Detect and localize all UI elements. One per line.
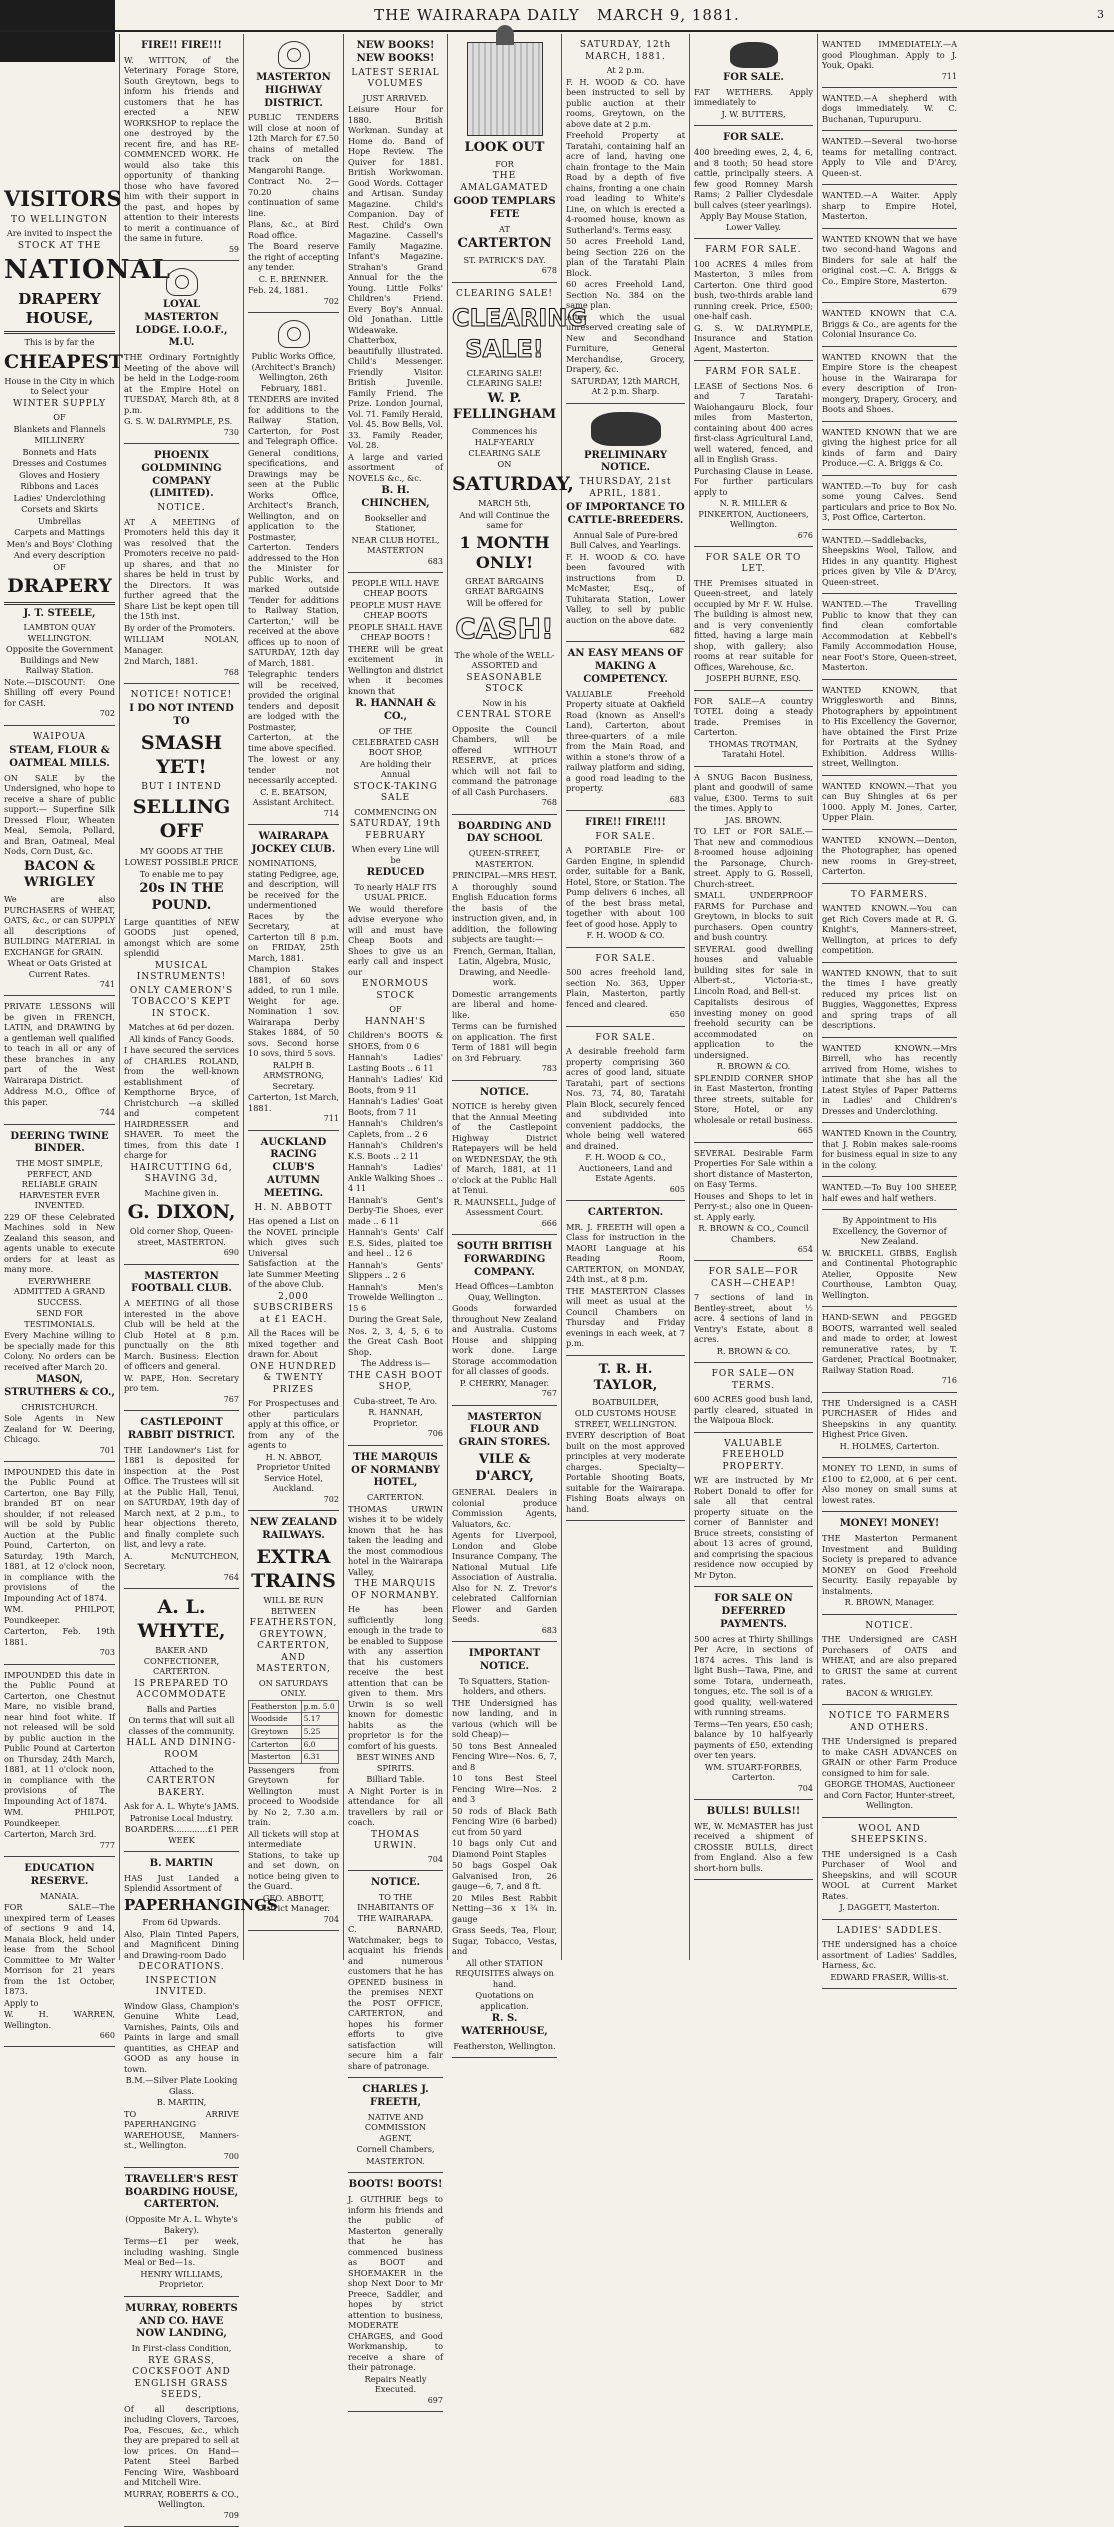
railways-ad: NEW ZEALAND RAILWAYS. EXTRA TRAINS WILL BE RUN BETWEEN FEATHERSTON, GREYTOWN, CARTERTON, AND MASTERTON, ON SATURDAYS ONLY. Featherston p.m. 5.0 Woodside 5.17 Greytown 5.25 Carterton 6.0 Masterton 6.31 Passengers from Greytown for Wellington must proceed to Woodside by No 2, 7.30 a.m. train. All tickets will stop at intermediate Stations, to take up and set down, on notice being given to the Guard. GEO. ABBOTT, District Manager. 704 — [248, 1511, 339, 1931]
maori-class-ad: CARTERTON. MR. J. FREETH will open a Class for instruction in the MAORI Language at his Reading Room, CARTERTON, on MONDAY, 24th inst., at 8 p.m. THE MASTERTON Classes will meet as usual at the Council Chambers on Thursday and Friday evenings in each week, at 7 p.m. — [566, 1201, 685, 1356]
train-timetable: Featherston p.m. 5.0 Woodside 5.17 Greytown 5.25 Carterton 6.0 Masterton 6.31 — [248, 1700, 339, 1764]
wanted-column — [822, 34, 957, 1989]
wanted-ad-13: WANTED KNOWN.—That you can Buy Shingles at 6s per 1000. Apply M. Jones, Carter, Upper Plain. — [822, 776, 957, 830]
competency-ad: AN EASY MEANS OF MAKING A COMPETENCY. VALUABLE Freehold Property situate at Oakfield Road (known as Ansell's Land), Carterton, about three-quarters of a mile from the Main Road, and within a stone's throw of a railway platform and siding, a good road leading to the property. 683 — [566, 642, 685, 811]
wanted-ad-1: WANTED IMMEDIATELY.—A good Ploughman. Apply to J. Youk, Opaki. 711 — [822, 34, 957, 88]
south-british-forwarding-ad: SOUTH BRITISH FORWARDING COMPANY. Head Offices—Lambton Quay, Wellington. Goods forwarded throughout New Zealand and Australia. Customs House and shipping work done. Large Storage accommodation for all classes of goods. P. CHERRY, Manager. 767 — [452, 1235, 557, 1406]
wanted-ad-9: WANTED.—To buy for cash some young Calves. Send particulars and price to Box No. 3, Post Office, Carterton. — [822, 476, 957, 530]
boarding-school-ad: BOARDING AND DAY SCHOOL QUEEN-STREET, MASTERTON. PRINCIPAL—MRS HEST. A thoroughly sound English Education forms the basis of the instruction given, and, in addition, the following subjects are taught:— French, German, Italian, Latin, Algebra, Music, Drawing, and Needle-work. Domestic arrangements are liberal and home-like. Terms can be furnished on application. The first Term of 1881 will begin on 3rd February. 783 — [452, 815, 557, 1081]
desirable-farms-ad: SEVERAL Desirable Farm Properties For Sale within a short distance of Masterton, on Easy Terms. Houses and Shops to let in Perry-st.; also one in Queen-st. Apply early. R. BROWN & CO., Council Chambers. 654 — [694, 1143, 813, 1262]
hotel-sale-ad: FOR SALE—A country TOTEL doing a steady trade. Premises in Carterton. THOMAS TROTMAN, Taratahi Hotel. — [694, 691, 813, 767]
column-7 — [690, 34, 818, 1960]
travellers-rest-ad: TRAVELLER'S REST BOARDING HOUSE, CARTERTON. (Opposite Mr A. L. Whyte's Bakery). Terms—£1 per week, including washing. Single Meal or Bed—1s. HENRY WILLIAMS, Proprietor. — [124, 2168, 239, 2297]
column-2 — [120, 34, 278, 2520]
loyal-lodge-ad: LOYAL MASTERTON LODGE. I.O.O.F., M.U. THE Ordinary Fortnightly Meeting of the above will be held in the Lodge-room at the Empire Hotel on TUESDAY, March 8th, at 8 p.m. G. S. W. DALRYMPLE, P.S. 730 — [124, 261, 239, 444]
money-lend-ad: MONEY TO LEND, in sums of £100 to £2,000, at 6 per cent. Also money on small sums at lowest rates. — [822, 1458, 957, 1512]
auckland-racing-ad: AUCKLAND RACING CLUB'S AUTUMN MEETING. H. N. ABBOTT Has opened a List on the NOVEL principle which gives such Universal Satisfaction at the late Summer Meeting of the above Club. 2,000 SUBSCRIBERS at £1 EACH. All the Races will be mixed together and drawn for. About ONE HUNDRED & TWENTY PRIZES For Prospectuses and other particulars apply at this office, or from any of the agents to H. N. ABBOT, Proprietor United Service Hotel, Auckland. 702 — [248, 1131, 339, 1511]
castlepoint-notice-ad: NOTICE. NOTICE is hereby given that the Annual Meeting of the Castlepoint Highway District Ratepayers will be held on WEDNESDAY, the 9th of March, 1881, at 11 o'clock at the Public Hall at Tenui. R. MAUNSELL, Judge of Assessment Court. 666 — [452, 1081, 557, 1236]
money-money-ad: MONEY! MONEY! THE Masterton Permanent Investment and Building Society is prepared to advance MONEY on Good Freehold Security. Easily repayable by instalments. R. BROWN, Manager. — [822, 1512, 957, 1614]
column-4 — [344, 34, 448, 2405]
wanted-ad-2: WANTED.—A shepherd with dogs immediately. W. C. Buchanan, Tupurupuru. — [822, 88, 957, 132]
impounded-ad-2: IMPOUNDED this date in the Public Pound at Carterton, one Chestnut Mare, no visible brand, near hind foot white. If not released will be sold by public auction in the Public Pound at Carterton on Thursday, 24th March, 1881, at 11 o'clock noon, in compliance with the provisions of The Impounding Act of 1874. WM. PHILPOT, Poundkeeper. Carterton, March 3rd. 777 — [4, 1665, 115, 1857]
deferred-payments-ad: FOR SALE ON DEFERRED PAYMENTS. 500 acres at Thirty Shillings Per Acre, in sections of 1874 acres. This land is light Bush—Tawa, Pine, and some Totara, underneath, tongues, etc. The soil is of a good quality, well-watered with running streams. Terms—Ten years, £50 cash; balance by 10 half-yearly payments of £50, extending over ten years. WM. STUART-FORBES, Carterton. 704 — [694, 1587, 813, 1800]
to-farmers-ad: TO FARMERS. WANTED KNOWN.—You can get Rich Covers made at R. G. Knight's, Manners-street, Wellington, at prices to defy competition. — [822, 884, 957, 963]
wanted-ad-15: WANTED KNOWN, that to suit the times I have greatly reduced my prices list on Buggies, Waggonettes, Express and spring traps of all descriptions. — [822, 963, 957, 1038]
public-works-ad: Public Works Office, (Architect's Branch) Wellington, 26th February, 1881. TENDERS are invited for additions to the Railway Station, Carterton, for Post and Telegraph Office. General conditions, specifications, and Drawings may be seen at the Public Works Office, Architect's Branch, Wellington, and on application to the Postmaster, Carterton. Tenders addressed to the Hon the Minister for Public Works, and marked outside 'Tender for additions to Railway Station, Carterton,' will be received at the above offices up to noon of SATURDAY, 12th day of March, 1881. Telegraphic tenders will be received, provided the original tenders and deposit are lodged with the Postmaster, Carterton, at the time above specified. The lowest or any tender not necessarily accepted. C. E. BEATSON, Assistant Architect. 714 — [248, 313, 339, 825]
bulls-ad: BULLS! BULLS!! WE, W. McMASTER has just received a shipment of CROSSIE BULLS, direct from England. Also a few short-horn bulls. — [694, 1800, 813, 1880]
fat-wethers-ad: FOR SALE. FAT WETHERS. Apply immediately to J. W. BUTTERS, — [694, 34, 813, 126]
wanted-ad-4: WANTED.—A Waiter. Apply sharp to Empire Hotel, Masterton. — [822, 185, 957, 229]
wanted-ad-16: WANTED KNOWN.—Mrs Birrell, who has recently arrived from Home, wishes to intimate that she has all the Latest Styles of Paper Patterns in Ladies' and Children's Dresses and Underclothing. — [822, 1038, 957, 1124]
fellingham-clearing-sale-ad: CLEARING SALE! CLEARING SALE! CLEARING SALE! CLEARING SALE! W. P. FELLINGHAM Commences his HALF-YEARLY CLEARING SALE ON SATURDAY, MARCH 5th, And will Continue the same for 1 MONTH ONLY! GREAT BARGAINS GREAT BARGAINS Will be offered for CASH! The whole of the WELL-ASSORTED and SEASONABLE STOCK Now in his CENTRAL STORE Opposite the Council Chambers, will be offered WITHOUT RESERVE, at prices which will not fail to command the patronage of all Cash Purchasers. 768 — [452, 283, 557, 815]
hall-illustration — [467, 42, 543, 136]
waterhouse-important-notice-ad: IMPORTANT NOTICE. To Squatters, Station-holders, and others. THE Undersigned has now landing, and in various (which will be sold Cheap)— 50 tons Best Annealed Fencing Wire—Nos. 6, 7, and 8 10 tons Best Steel Fencing Wire—Nos. 2 and 3 50 rods of Black Bath Fencing Wire (6 barbed) cut from 50 yard 10 bags only Cut and Diamond Point Staples 50 bags Gospel Oak Galvanised Iron, 26 gauge—6, 7, and 8 ft. 20 Miles Best Rabbit Netting—36 x 1¾ in. gauge Grass Seeds, Tea, Flour, Sugar, Tobacco, Vestas, and All other STATION REQUISITES always on hand. Quotations on application. R. S. WATERHOUSE, Featherston, Wellington. — [452, 1642, 557, 2058]
castlepoint-rabbit-ad: CASTLEPOINT RABBIT DISTRICT. THE Landowner's List for 1881 is deposited for inspection at the Post Office. The Trustees will sit at the Public Hall, Tenui, on SATURDAY, 19th day of March next, at 2 p.m., to hear objections thereto, and finally complete such list, and levy a rate. A. McNUTCHEON, Secretary. 764 — [124, 1411, 239, 1589]
column-5 — [448, 34, 588, 2051]
barnard-notice-ad: NOTICE. TO THE INHABITANTS OF THE WAIRARAPA. C. BARNARD, Watchmaker, begs to acquaint his friends and numerous customers that he has OPENED business in the premises NEXT the POST OFFICE, CARTERTON, and hopes his former efforts to give satisfaction will secure him a fair share of patronage. — [348, 1871, 443, 2078]
wanted-ad-14: WANTED KNOWN.—Denton, the Photographer, has opened new rooms in Grey-street, Carterton. — [822, 830, 957, 884]
farm-lease-ad: FARM FOR SALE. LEASE of Sections Nos. 6 and 7 Taratahi-Waiohangauru Block, four miles from Masterton, containing about 400 acres first-class Agricultural Land, well watered, fenced, and all in English Grass. Purchasing Clause in Lease. For further particulars apply to N. R. MILLER & PINKERTON, Auctioneers, Wellington. 676 — [694, 361, 813, 547]
ladies-saddles-ad: LADIES' SADDLES. THE undersigned has a choice assortment of Ladies' Saddles, Harness, &c. EDWARD FRASER, Willis-st. — [822, 1920, 957, 1990]
cattle-breeders-ad: PRELIMINARY NOTICE. THURSDAY, 21st APRIL, 1881. OF IMPORTANCE TO CATTLE-BREEDERS. Annual Sale of Pure-bred Bull Calves, and Yearlings. F. H. WOOD & CO. have been favoured with instructions from D. McMaster, Esq., of Tuhitarata Station, Lower Valley, to sell by public auction on the above date. 682 — [566, 404, 685, 643]
wanted-ad-18: WANTED.—To Buy 100 SHEEP, half ewes and half wethers. — [822, 1177, 957, 1210]
fire-engine-ad: FIRE!! FIRE!!! FOR SALE. A PORTABLE Fire- or Garden Engine, in splendid order, suitable for a Bank, Hotel, Store, or Station. The Pump delivers 6 inches, all of the best brass metal, together with about 100 feet of good hose. Apply to F. H. WOOD & CO. — [566, 811, 685, 948]
wanted-ad-11: WANTED.—The Travelling Public to know that they can find clean comfortable Accommodation at Kebbell's Family Accommodation House, near Foot's Store, Queen-street, Masterton. — [822, 594, 957, 680]
column-8 — [818, 34, 1114, 1982]
oats-notice-ad: NOTICE. THE Undersigned are CASH Purchasers of OATS and WHEAT, and are also prepared to GRIST the same at current rates. BACON & WRIGLEY. — [822, 1615, 957, 1706]
wanted-ad-10: WANTED.—Saddlebacks, Sheepskins Wool, Tallow, and Hides in any quantity. Highest prices given by Vile & D'Arcy, Queen-street. — [822, 530, 957, 595]
column-3 — [244, 34, 344, 1960]
valuable-freehold-ad: VALUABLE FREEHOLD PROPERTY. WE are instructed by Mr Robert Donald to offer for sale all that central property situate on the corner of Bannister and Bruce streets, consisting of about 13 acres of ground, and comprising the spacious residence now occupied by Mr Dyton. — [694, 1433, 813, 1588]
breeding-ewes-ad: FOR SALE. 400 breeding ewes, 2, 4, 6, and 8 tooth; 50 head store cattle, principally steers. A few good Romney Marsh Rams; 2 Pallier Clydesdale bull calves (steer yearlings). Apply Bay Mouse Station, Lower Valley. — [694, 126, 813, 239]
phoenix-goldmining-ad: PHOENIX GOLDMINING COMPANY (LIMITED). NOTICE. AT A MEETING of Promoters held this day it was resolved that the Promoters receive no paid-up shares, and that no shares be held in trust by the Directors. It was further agreed that the Share List be kept open till the 15th inst. By order of the Promoters. WILLIAM NOLAN, Manager. 2nd March, 1881. 768 — [124, 444, 239, 684]
farm-for-sale-ad: FARM FOR SALE. 100 ACRES 4 miles from Masterton, 3 miles from Carterton. One third good bush, two-thirds arable land running creek. Price, £500; one-half cash. G. S. W. DALRYMPLE, Insurance and Station Agent, Masterton. — [694, 239, 813, 361]
wanted-ad-5: WANTED KNOWN that we have two second-hand Wagons and Binders for sale at half the original cost.—C. A. Briggs & Co., Empire Store, Masterton. 679 — [822, 229, 957, 304]
page-number: 3 — [1097, 8, 1104, 21]
column-1 — [0, 34, 171, 2041]
wanted-ad-7: WANTED KNOWN that the Empire Store is the cheapest house in the Wairarapa for every description of Iron-mongery, Drapery, Grocery, and Boots and Shoes. — [822, 347, 957, 422]
sheep-illustration — [730, 42, 778, 68]
masthead-title: THE WAIRARAPA DAILY MARCH 9, 1881. — [374, 6, 740, 24]
football-club-ad: MASTERTON FOOTBALL CLUB. A MEETING of all those interested in the above Club will be held at the Club Hotel at 8 p.m. punctually on the 8th March. Business: Election of officers and general. W. PAPE, Hon. Secretary pro tem. 767 — [124, 1265, 239, 1411]
fire-witton-ad: FIRE!! FIRE!!! W. WITTON, of the Veterinary Forage Store, South Greytown, begs to inform his friends and customers that he has erected a NEW WORKSHOP to replace the one destroyed by the recent fire, and has RE-COMMENCED WORK. He would also take this opportunity of thanking those who have favored him with their support in the past, and hopes by attention to their interests to merit a continuance of the same in future. 59 — [124, 34, 239, 261]
notice-farmers-ad: NOTICE TO FARMERS AND OTHERS. THE Undersigned is prepared to make CASH ADVANCES on GRAIN or other Farm Produce consigned to him for sale. GEORGE THOMAS, Auctioneer and Corn Factor, Hunter-street, Wellington. — [822, 1705, 957, 1818]
boots-made-ad: HAND-SEWN and PEGGED BOOTS, warranted well sealed and made to order, at lowest remunerative rates, by T. Gardener, Practical Bootmaker, Railway Station Road. 716 — [822, 1307, 957, 1392]
taylor-boatbuilder-ad: T. R. H. TAYLOR, BOATBUILDER, OLD CUSTOMS HOUSE STREET, WELLINGTON. EVERY description of Boat built on the most approved principles at very moderate charges. Specialty—Portable Shooting Boats, suitable for the Wairarapa. Fishing Boats always on hand. — [566, 1356, 685, 1522]
freeth-agent-ad: CHARLES J. FREETH, NATIVE AND COMMISSION AGENT, Cornell Chambers, MASTERTON. — [348, 2078, 443, 2173]
impounded-ad-1: IMPOUNDED this date in the Public Pound at Carterton, one Bay Filly, branded BT on near shoulder, if not released will be sold by Public Auction at the Public Pound, Carterton, on Saturday, 19th March, 1881, at 12 o'clock noon, in compliance with the provisions of the Impounding Act of 1874. WM. PHILPOT, Poundkeeper. Carterton, Feb. 19th 1881. 703 — [4, 1462, 115, 1665]
wood-auction-ad: SATURDAY, 12th MARCH, 1881. At 2 p.m. F. H. WOOD & CO. have been instructed to sell by public auction at their rooms, Greytown, on the above date at 2 p.m. Freehold Property at Taratahi, containing half an acre of land, having one chain frontage to the Main Road by a depth of five chains, fronting a one chain road leading to White's Line, on which is erected a 4-roomed house, known as Sutherland's. Terms easy. 50 acres Freehold Land, being Section 226 on the plan of the Taratahi Plain Block. 60 acres Freehold Land, Section No. 384 on the same plan. After which the usual unreserved creating sale of New and Secondhand Furniture, General Merchandise, Grocery, Drapery, &c. SATURDAY, 12th MARCH, At 2 p.m. Sharp. — [566, 34, 685, 404]
deering-binder-ad: DEERING TWINE BINDER. THE MOST SIMPLE, PERFECT, AND RELIABLE GRAIN HARVESTER EVER INVENTED. 229 OF these Celebrated Machines sold in New Zealand this season, and agents unable to execute orders for at least as many more. EVERYWHERE ADMITTED A GRAND SUCCESS. SEND FOR TESTIMONIALS. Every Machine willing to be specially made for this Colony. No orders can be received after March 20. MASON, STRUTHERS & CO., CHRISTCHURCH. Sole Agents in New Zealand for W. Deering, Chicago. 701 — [4, 1125, 115, 1462]
jockey-club-ad: WAIRARAPA JOCKEY CLUB. NOMINATIONS, stating Pedigree, age, and description, will be received for the undermentioned Races by the Secretary, at Carterton till 8 p.m. on FRIDAY, 25th March, 1881. Champion Stakes 1881, of 60 sovs added, to run 1 mile. Weight for age. Nomination 1 sov. Wairarapa Derby Stakes 1884, of 50 sovs. Second horse 10 sovs, third 5 sovs. RALPH B. ARMSTRONG, Secretary. Carterton, 1st March, 1881. 711 — [248, 825, 339, 1131]
murray-roberts-ad: MURRAY, ROBERTS AND CO. HAVE NOW LANDING, In First-class Condition, RYE GRASS, COCKSFOOT AND ENGLISH GRASS SEEDS, Of all descriptions, including Clovers, Tarcoes, Poa, Fescues, &c., which they are prepared to sell at low prices. On Hand—Patent Steel Barbed Fencing Wire, Washboard and Mitchell Wire. MURRAY, ROBERTS & CO., Wellington. 709 — [124, 2297, 239, 2527]
smash-yet-ad: NOTICE! NOTICE! I DO NOT INTEND TO SMASH YET! BUT I INTEND SELLING OFF MY GOODS AT THE LOWEST POSSIBLE PRICE To enable me to pay 20s IN THE POUND. Large quantities of NEW GOODS just opened, amongst which are some splendid MUSICAL INSTRUMENTS! ONLY CAMERON'S TOBACCO'S KEPT IN STOCK. Matches at 6d per dozen. All kinds of Fancy Goods. I have secured the services of CHARLES ROLAND, from the well-known establishment of Kempthorne Bryce, of Christchurch —a skilled and competent HAIRDRESSER and SHAVER. To meet the times, from this date I charge for HAIRCUTTING 6d, SHAVING 3d, Machine given in. G. DIXON, Old corner Shop, Queen-street, MASTERTON. 690 — [124, 684, 239, 1265]
wanted-ad-3: WANTED.—Several two-horse teams for metalling contract. Apply to Vile and D'Arcy, Queen-st. — [822, 131, 957, 185]
column-6 — [562, 34, 690, 1960]
freehold-farm-ad: FOR SALE. A desirable freehold farm property comprising 360 acres of good land, situate Taratahi, part of sections Nos. 73, 74, 80, Taratahi Plain Block, securely fenced and subdivided into convenient paddocks, the whole being well watered and drained. F. H. WOOD & CO., Auctioneers, Land and Estate Agents. 605 — [566, 1027, 685, 1201]
wood-sections-sale-ad: FOR SALE. 500 acres freehold land, section No. 363, Upper Plain, Masterton, partly fenced and cleared. 650 — [566, 948, 685, 1027]
premises-sale-ad: FOR SALE OR TO LET. THE Premises situated in Queen-street, and lately occupied by Mr F. W. Hulse. The building is almost new, and is very conveniently fitted, having a large main shop, with gallery; also rooms at rear suitable for Offices, Warehouse, &c. JOSEPH BURNE, ESQ. — [694, 547, 813, 691]
national-drapery-ad: VISITORS TO WELLINGTON Are invited to inspect the STOCK AT THE NATIONAL DRAPERY HOUSE, This is by far the CHEAPEST House in the City in which to Select your WINTER SUPPLY OF Blankets and Flannels MILLINERY Bonnets and Hats Dresses and Costumes Gloves and Hosiery Ribbons and Laces Ladies' Underclothing Corsets and Skirts Umbrellas Carpets and Mattings Men's and Boys' Clothing And every description OF DRAPERY J. T. STEELE, LAMBTON QUAY WELLINGTON. Opposite the Government Buildings and New Railway Station. Note.—DISCOUNT: One Shilling off every Pound for CASH. 702 — [4, 34, 115, 726]
cash-sale-ad: FOR SALE—FOR CASH—CHEAP! 7 sections of land in Bentley-street, about ½ acre. 4 sections of land in Ventry's Estate, about 8 acres. R. BROWN & CO. — [694, 1261, 813, 1363]
martin-paperhangings-ad: B. MARTIN HAS Just Landed a Splendid Assortment of PAPERHANGINGS From 6d Upwards. Also, Plain Tinted Papers, and Magnificent Dining and Drawing-room Dado DECORATIONS. INSPECTION INVITED. Window Glass, Champion's Genuine White Lead, Varnishes, Paints, Oils and Paints in large and small quantities, as CHEAP and GOOD as any house in town. B.M.—Silver Plate Looking Glass. B. MARTIN, TO ARRIVE PAPERHANGING WAREHOUSE, Manners-st., Wellington. 700 — [124, 1852, 239, 2168]
photographer-ad: By Appointment to His Excellency, the Governor of New Zealand. W. BRICKELL GIBBS, English and Continental Photographic Atelier, Opposite New Courthouse, Lambton Quay, Wellington. — [822, 1210, 957, 1307]
guthrie-boots-ad: BOOTS! BOOTS! J. GUTHRIE begs to inform his friends and the public of Masterton generally that he has commenced business as BOOT and SHOEMAKER in the shop Next Door to Mr Preece, Saddler, and hopes by strict attention to business, MODERATE CHARGES, and Good Workmanship, to receive a share of their patronage. Repairs Neatly Executed. 697 — [348, 2173, 443, 2412]
good-templars-fete-ad: LOOK OUT FOR THE AMALGAMATED GOOD TEMPLARS FETE AT CARTERTON ST. PATRICK'S DAY. 678 — [452, 34, 557, 283]
whyte-baker-ad: A. L. WHYTE, BAKER AND CONFECTIONER, CARTERTON. IS PREPARED TO ACCOMMODATE Balls and Parties On terms that will suit all classes of the community. HALL AND DINING-ROOM Attached to the CARTERTON BAKERY. Ask for A. L. Whyte's JAMS. Patronise Local Industry. BOARDERS.............£1 PER WEEK — [124, 1589, 239, 1852]
crest-emblem — [278, 41, 310, 69]
wanted-ad-8: WANTED KNOWN that we are giving the highest price for all kinds of farm and Dairy Produce.—C. A. Briggs & Co. — [822, 422, 957, 476]
flour-grain-stores-ad: MASTERTON FLOUR AND GRAIN STORES. VILE & D'ARCY, GENERAL Dealers in colonial produce Commission Agents, Valuators, &c. Agents for Liverpool, London and Globe Insurance Company, The National Mutual Life Association of Australia. Also for N. Z. Trevor's celebrated Californian Flower and Garden Seeds. 683 — [452, 1406, 557, 1642]
bull-illustration — [591, 412, 661, 446]
private-lessons-ad: PRIVATE LESSONS will be given in FRENCH, LATIN, and DRAWING by a gentleman well qualified to teach in all or any of these branches in any part of the West Wairarapa District. Address M.O., Office of this paper. 744 — [4, 996, 115, 1124]
brown-property-ads: A SNUG Bacon Business, plant and goodwill of same value, £300. Terms to suit the times. Apply to JAS. BROWN. TO LET or FOR SALE.—That new and commodious 8-roomed house adjoining the Parsonage, Church-street. Apply to G. Rossell, Church-street. SMALL UNDERPROOF FARMS for Purchase and Greytown, in blocks to suit purchasers. Open country and bush country. SEVERAL good dwelling houses and valuable building sites for sale in Albert-st., Victoria-st., Lincoln Road, and Bell-st. Capitalists desirous of investing money on good freehold security can be accommodated on application to the undersigned. R. BROWN & CO. SPLENDID CORNER SHOP in East Masterton, fronting three streets, suitable for Store, Hotel, or any wholesale or retail business. 665 — [694, 767, 813, 1143]
crest-emblem-2 — [278, 320, 310, 348]
wanted-ad-12: WANTED KNOWN, that Wrigglesworth and Binns, Photographers by appointment to His Excellency the Governor, have obtained the First Prize for Portraits at the Sydney Exhibition. Address Willis-street, Wellington. — [822, 680, 957, 776]
wanted-ad-6: WANTED KNOWN that C.A. Briggs & Co., are agents for the Colonial Insurance Co. — [822, 303, 957, 347]
masthead — [0, 0, 1114, 32]
cheap-boots-ad: PEOPLE WILL HAVE CHEAP BOOTS PEOPLE MUST HAVE CHEAP BOOTS PEOPLE SHALL HAVE CHEAP BOOTS ! THERE will be great excitement in Wellington and district when it becomes known that R. HANNAH & CO., OF THE CELEBRATED CASH BOOT SHOP, Are holding their Annual STOCK-TAKING SALE COMMENCING ON SATURDAY, 19th FEBRUARY When every Line will be REDUCED To nearly HALF ITS USUAL PRICE. We would therefore advise everyone who will and must have Cheap Boots and Shoes to give us an early call and inspect our ENORMOUS STOCK OF HANNAH'S Children's BOOTS & SHOES, from 0 6 Hannah's Ladies' Lasting Boots .. 6 11 Hannah's Ladies' Kid Boots, from 9 11 Hannah's Ladies' Goat Boots, from 7 11 Hannah's Children's Caplets, from .. 2 6 Hannah's Children's K.S. Boots .. 2 11 Hannah's Ladies' Ankle Walking Shoes .. 4 11 Hannah's Gent's Derby-Tie Shoes, ever made .. 6 11 Hannah's Gents' Calf E.S. Sides, plaited toe and heel .. 12 6 Hannah's Gents' Slippers .. 2 6 Hannah's Men's Trowelde Wellington .. 15 6 During the Great Sale, Nos. 2, 3, 4, 5, 6 to the Great Cash Boot Shop. The Address is— THE CASH BOOT SHOP, Cuba-street, Te Aro. R. HANNAH, Proprietor. 706 — [348, 573, 443, 1446]
highway-district-ad: MASTERTON HIGHWAY DISTRICT. PUBLIC TENDERS will close at noon of 12th March for £7.50 chains of metalled track on the Mangarohi Range. Contract No. 2—70.20 chains continuation of same line. Plans, &c., at Bird Road office. The Board reserve the right of accepting any tender. C. E. BRENNER. Feb. 24, 1881. 702 — [248, 34, 339, 313]
marquis-normanby-ad: THE MARQUIS OF NORMANBY HOTEL, CARTERTON. THOMAS URWIN wishes it to be widely known that he has taken the leading and the most commodious hotel in the Wairarapa Valley, THE MARQUIS OF NORMANBY. He has been sufficiently long enough in the trade to be enabled to Suppose with any assertion that his customers receive the best attention that can be given to them. Mrs Urwin is so well known for domestic habits as the proprietor is for the comfort of his guests. BEST WINES AND SPIRITS. Billiard Table. A Night Porter is in attendance for all travellers by rail or coach. THOMAS URWIN. 704 — [348, 1446, 443, 1871]
hides-purchaser-ad: THE Undersigned is a CASH PURCHASER of Hides and Sheepskins in any quantity. Highest Price Given. H. HOLMES, Carterton. — [822, 1393, 957, 1459]
new-books-ad: NEW BOOKS! NEW BOOKS! LATEST SERIAL VOLUMES JUST ARRIVED. Leisure Hour for 1880. British Workman. Sunday at Home do. Band of Hope Review. The Quiver for 1881. British Workwoman. Good Words. Cottager and Artisan. Sunday Magazine. Child's Companion. Day of Rest. Child's Own Magazine. Cassell's Family Magazine. Infant's Magazine. Strahan's Grand Annual for the the Young. Little Folks' Children's Friend. Every Boy's Annual. Old Jonathan. Little Wideawake. Chatterbox, beautifully illustrated. Child's Messenger. Friendly Visitor. British Juvenile. Family Friend. The Prize. London Journal, Vol. 71. Family Herald, Vol. 45. Bow Bells, Vol. 33. Family Reader, Vol. 28. A large and varied assortment of NOVELS &c., &c. B. H. CHINCHEN, Bookseller and Stationer, NEAR CLUB HOTEL, MASTERTON 683 — [348, 34, 443, 573]
oddfellows-emblem — [166, 268, 198, 296]
education-reserve-ad: EDUCATION RESERVE. MANAIA. FOR SALE—The unexpired term of Leases of sections 9 and 14, Manaia Block, held under lease from the School Committee to Mr Walter Morrison for 21 years from the 1st October, 1873. Apply to W. H. WARREN, Wellington. 660 — [4, 1857, 115, 2047]
wool-ad: WOOL AND SHEEPSKINS. THE undersigned is a Cash Purchaser of Wool and Sheepskins, and will SCOUR WOOL at Current Market Rates. J. DAGGETT, Masterton. — [822, 1818, 957, 1920]
waipoua-mills-ad: WAIPOUA STEAM, FLOUR & OATMEAL MILLS. ON SALE by the Undersigned, who hope to receive a share of public support:— Superfine Silk Dressed Flour, Wheaten Meal, Semola, Pollard, and Bran, Oatmeal, Meal Nods, Corn Dust, &c. BACON & WRIGLEY We are also PURCHASERS of WHEAT, OATS, &c., or can SUPPLY all descriptions of BUILDING MATERIAL in EXCHANGE for GRAIN. Wheat or Oats Gristed at Current Rates. 741 — [4, 726, 115, 997]
terms-sale-ad: FOR SALE—ON TERMS. 600 ACRES good bush land, partly cleared, situated in the Waipoua Block. — [694, 1363, 813, 1433]
wanted-ad-17: WANTED Known in the Country, that J. Robin makes sale-rooms for business equal in size to any in the colony. — [822, 1123, 957, 1177]
